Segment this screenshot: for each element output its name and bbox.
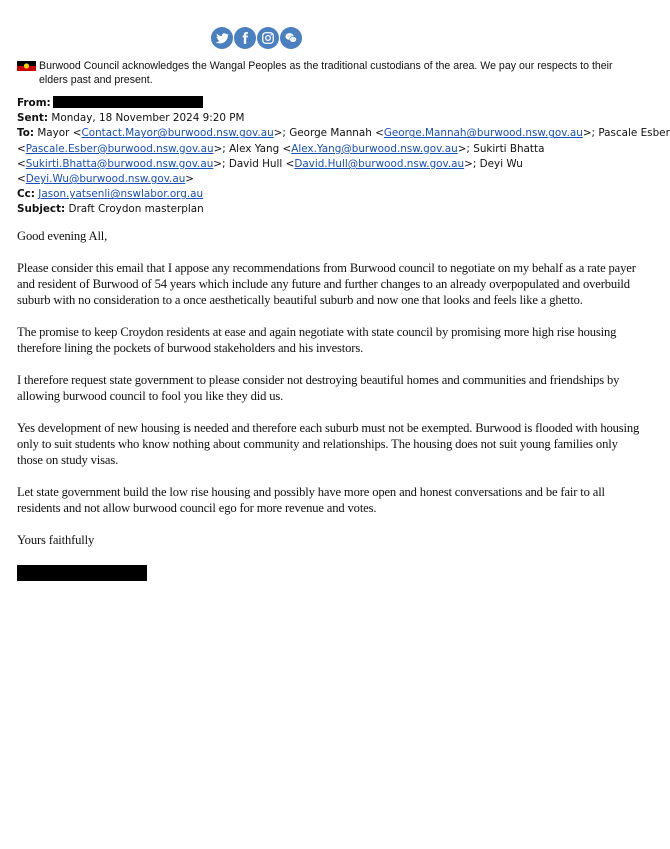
subject-line — [17, 202, 642, 217]
signoff: Yours faithfully — [17, 533, 95, 547]
recipient-email[interactable]: Deyi.Wu@burwood.nsw.gov.au — [25, 173, 186, 186]
recipient-email[interactable]: Sukirti.Bhatta@burwood.nsw.gov.au — [25, 157, 214, 170]
facebook-icon[interactable] — [234, 27, 256, 49]
recipient-name: Mayor — [37, 127, 70, 140]
recipient-name: Sukirti Bhatta — [473, 142, 545, 155]
recipient-email[interactable]: David.Hull@burwood.nsw.gov.au — [294, 157, 465, 170]
sent-line — [17, 111, 642, 126]
cc-line — [17, 187, 642, 202]
acknowledgement-text: Burwood Council acknowledges the Wangal Peoples as the traditional custodians of the area. We pay our respects to their elders past and present. — [39, 60, 613, 86]
sent-value: Monday, 18 November 2024 9:20 PM — [51, 112, 245, 125]
to-line: To: Mayor <Contact.Mayor@burwood.nsw.gov.au>; George Mannah <George.Mannah@burwood.nsw.gov.au>; Pascale Esber — [17, 127, 670, 140]
body-paragraph: The promise to keep Croydon residents at ease and again negotiate with state council by promising more high rise housing therefore lining the pockets of burwood stakeholders and his investors. — [17, 325, 617, 355]
body-paragraph: I therefore request state government to please consider not destroying beautiful homes and communities and friendships by allowing burwood council to fool you like they did us. — [17, 373, 620, 403]
body-paragraph: Let state government build the low rise housing and possibly have more open and honest conversations and be fair to all residents and not allow burwood council ego for more revenue and votes. — [17, 485, 605, 515]
recipient-name: Pascale Esber — [598, 127, 670, 140]
to-label: To: — [17, 127, 35, 140]
wechat-icon[interactable] — [280, 27, 302, 49]
social-links — [211, 27, 302, 49]
from-label: From: — [17, 97, 51, 109]
recipient-name: Alex Yang — [229, 142, 280, 155]
email-body — [17, 228, 642, 564]
from-line — [17, 96, 642, 111]
cc-email[interactable]: Jason.yatsenli@nswlabor.org.au — [38, 188, 204, 201]
recipient-email[interactable]: George.Mannah@burwood.nsw.gov.au — [383, 127, 583, 140]
cc-label: Cc: — [17, 188, 35, 201]
greeting: Good evening All, — [17, 229, 108, 243]
instagram-icon[interactable] — [257, 27, 279, 49]
subject-label: Subject: — [17, 203, 66, 216]
redacted-sender — [53, 96, 203, 108]
twitter-icon[interactable] — [211, 27, 233, 49]
recipient-email[interactable]: Pascale.Esber@burwood.nsw.gov.au — [25, 142, 214, 155]
subject-value: Draft Croydon masterplan — [68, 203, 204, 216]
email-header: From: Sent: Monday, 18 November 2024 9:20 PM To: Mayor <Contact.Mayor@burwood.nsw.gov.au>; George Mannah <George.Mannah@burwood.nsw.gov.au>; Pascale Esber <Pascale.Esber@burwood.nsw.gov.au>; Alex Yang <Alex.Yang@burwood.nsw.gov.au>; Sukirti Bhatta <Sukirti.Bhatta@burwood.nsw.gov.au>; David Hull <David.Hull@burwood.nsw.gov.au>; Deyi Wu <Deyi.Wu@burwood.nsw.gov.au> Cc: Jason.yatsenli@nswlabor.org.au Subject: Draft Croydon masterplan — [17, 96, 642, 218]
recipient-name: David Hull — [228, 157, 283, 170]
acknowledgement-notice — [17, 60, 637, 87]
body-paragraph: Yes development of new housing is needed and therefore each suburb must not be exempted. Burwood is flooded with housing only to suit students who know nothing about community and relationships. The housing does not suit young families only those on study visas. — [17, 421, 640, 467]
redacted-signature — [17, 565, 147, 581]
recipient-email[interactable]: Contact.Mayor@burwood.nsw.gov.au — [81, 127, 274, 140]
aboriginal-flag-icon — [17, 61, 36, 71]
body-paragraph: Please consider this email that I appose any recommendations from Burwood council to negotiate on my behalf as a rate payer and resident of Burwood of 54 years which include any future and further changes to an already overpopulated and overbuild suburb with no consideration to a once aesthetically beautiful suburb and now one that looks and feels like a ghetto. — [17, 261, 636, 307]
recipient-email[interactable]: Alex.Yang@burwood.nsw.gov.au — [291, 142, 458, 155]
sent-label: Sent: — [17, 112, 49, 125]
recipient-name: Deyi Wu — [479, 157, 523, 170]
recipient-name: George Mannah — [289, 127, 372, 140]
